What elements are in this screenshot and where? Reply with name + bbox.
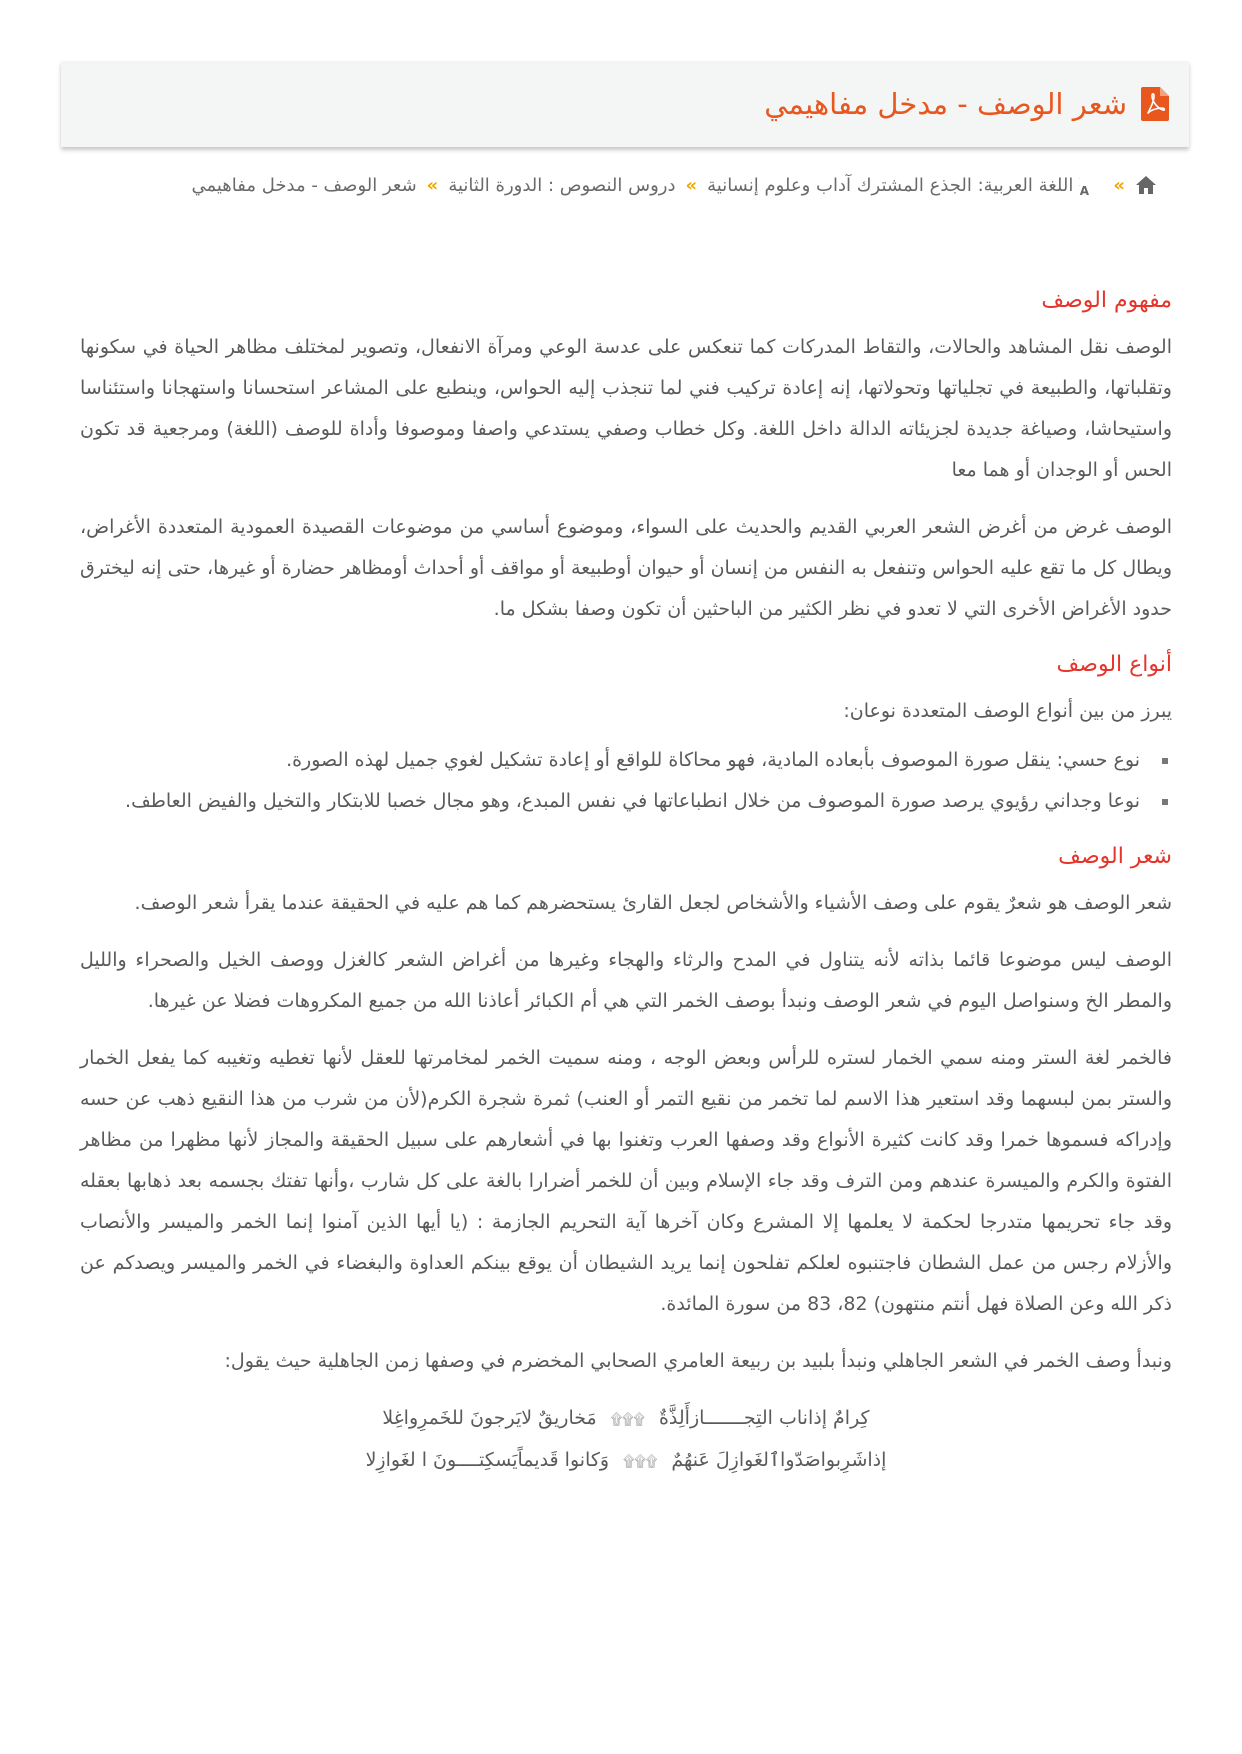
breadcrumb-separator: » [426,174,439,196]
list-item [80,781,1140,822]
page-header [61,61,1189,147]
verse-separator: ۩۩۩ [623,1452,658,1470]
verse-hemistich-second: وَكانوا قَديماًيَسكِتــــونَ ا لغَوازِلا [365,1449,610,1471]
breadcrumb [191,168,1157,202]
types-intro: يبرز من بين أنواع الوصف المتعددة نوعان: [843,700,1172,722]
svg-text:A: A [1080,184,1090,196]
verse-line-2 [80,1440,1172,1482]
concept-paragraph-1: الوصف نقل المشاهد والحالات، والتقاط المدركات كما تنعكس على عدسة الوعي ومرآة الانفعال، وتصوير لمختلف مظاهر الحياة في سكونها وتقلباتها، والطبيعة في تجلياتها وتحولاتها، إنه إعادة تركيب فني لما تنجذب إليه الحواس، وينطبع على المشاعر استحسانا واستهجانا واستئناسا واستيحاشا، وصياغة جديدة لجزيئاته الدالة داخل اللغة. وكل خطاب وصفي يستدعي واصفا وموصوفا وأداة للوصف (اللغة) ومرجعية قد تكون الحس أو الوجدان أو هما معا [80,336,1172,481]
list-item [80,740,1140,781]
translate-icon [1079,174,1103,196]
bullet-icon [1162,799,1168,805]
verse-hemistich-second: مَخاريقٌ لايَرجونَ للخَمرِواغِلا [382,1407,597,1429]
verse-hemistich-first: إذاشَرِبواصَدّواٱلغَوازِلَ عَنهُمٌ [671,1449,887,1471]
home-icon[interactable] [1135,175,1157,195]
types-list [80,740,1172,822]
list-item-text: نوع حسي: ينقل صورة الموصوف بأبعاده المادية، فهو محاكاة للواقع أو إعادة تشكيل لغوي جميل لهذه الصورة. [286,749,1140,771]
list-item-text: نوعا وجداني رؤيوي يرصد صورة الموصوف من خلال انطباعاتها في نفس المبدع، وهو مجال خصبا للابتكار والتخيل والفيض العاطف. [125,790,1140,812]
poetry-paragraph-1: شعر الوصف هو شعرٌ يقوم على وصف الأشياء والأشخاص لجعل القارئ يستحضرهم كما هم عليه في الحقيقة عندما يقرأ شعر الوصف. [134,892,1172,914]
breadcrumb-separator: » [1113,174,1125,196]
section-heading-types: أنواع الوصف [1056,652,1172,677]
verse-line-1 [80,1398,1172,1440]
article-content [80,288,1172,1482]
bullet-icon [1162,758,1168,764]
breadcrumb-item-current: شعر الوصف - مدخل مفاهيمي [191,174,417,196]
poetry-paragraph-3: فالخمر لغة الستر ومنه سمي الخمار لستره للرأس وبعض الوجه ، ومنه سميت الخمر لمخامرتها للعقل لأنها تغطيه وتغيبه كما يفعل الخمار والستر بمن لبسهما وقد استعير هذا الاسم لما تخمر من نقيع التمر أو العنب) ثمرة شجرة الكرم(لأن من شرب من هذا النقيع ذهب عن حسه وإدراكه فسموها خمرا وقد كانت كثيرة الأنواع وقد وصفها العرب وتغنوا بها في أشعارهم على سبيل الحقيقة والمجاز لأنها مظهرا من مظاهر الفتوة والكرم والميسرة عندهم ومن الترف وقد جاء الإسلام وبين أن للخمر أضرارا بالغة على كل شارب ،وأنها تفتك بجسمه بعد ذهابها بعقله وقد جاء تحريمها متدرجا لحكمة لا يعلمها إلا المشرع وكان آخرها آية التحريم الجازمة : (يا أيها الذين آمنوا إنما الخمر والميسر والأنصاب والأزلام رجس من عمل الشطان فاجتنبوه لعلكم تفلحون إنما يريد الشيطان أن يوقع بينكم العداوة والبغضاء في الخمر والميسر ويصدكم عن ذكر الله وعن الصلاة فهل أنتم منتهون) 82، 83 من سورة المائدة. [80,1047,1172,1315]
breadcrumb-item-subject[interactable]: اللغة العربية: الجذع المشترك آداب وعلوم إنسانية [707,174,1074,196]
section-heading-concept: مفهوم الوصف [1041,288,1172,313]
pdf-file-icon [1141,87,1169,121]
breadcrumb-separator: » [685,174,698,196]
concept-paragraph-2: الوصف غرض من أغرض الشعر العربي القديم والحديث على السواء، وموضوع أساسي من موضوعات القصيدة العمودية المتعددة الأغراض، ويطال كل ما تقع عليه الحواس وتنفعل به النفس من إنسان أو حيوان أوطبيعة أو مواقف أو أحداث أومظاهر حضارة أو غيرها، حتى إنه ليخترق حدود الأغراض الأخرى التي لا تعدو في نظر الكثير من الباحثين أن تكون وصفا بشكل ما. [80,516,1172,620]
section-heading-poetry: شعر الوصف [1058,844,1172,869]
page-title: شعر الوصف - مدخل مفاهيمي [764,87,1127,121]
poetry-paragraph-2: الوصف ليس موضوعا قائما بذاته لأنه يتناول في المدح والرثاء والهجاء وغيرها من أغراض الشعر كالغزل ووصف الخيل والصحراء والليل والمطر الخ وسنواصل اليوم في شعر الوصف ونبدأ بوصف الخمر التي هي أم الكبائر أعاذنا الله من جميع المكروهات فضلا عن غيرها. [80,949,1172,1012]
verse-separator: ۩۩۩ [610,1410,645,1428]
poetry-paragraph-4: ونبدأ وصف الخمر في الشعر الجاهلي ونبدأ بلبيد بن ربيعة العامري الصحابي المخضرم في وصفها زمن الجاهلية حيث يقول: [224,1350,1172,1372]
breadcrumb-item-lessons[interactable]: دروس النصوص : الدورة الثانية [448,174,676,196]
verse-hemistich-first: كِرامٌ إذاناب التِجـــــــازأَلِذَّةٌ [658,1407,870,1429]
